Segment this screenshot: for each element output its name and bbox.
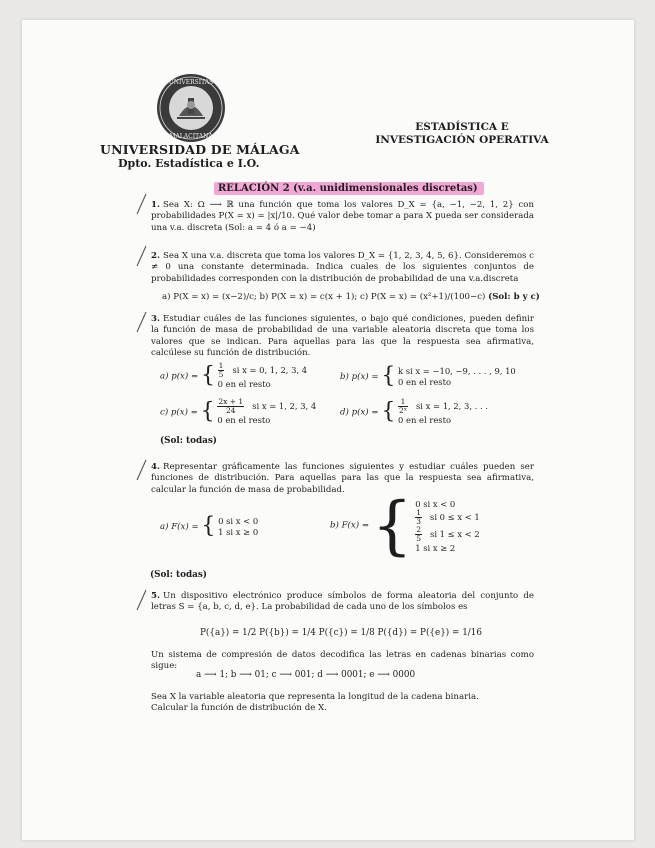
item-label: b) p(x) =: [340, 372, 379, 382]
fraction: [398, 398, 408, 415]
denominator: 2ˣ: [399, 406, 407, 415]
exercise-number: 3.: [151, 314, 160, 324]
item-label: b) F(x) =: [330, 520, 370, 531]
case-row: k si x = −10, −9, . . . , 9, 10: [398, 366, 516, 376]
exercise-text: Representar gráficamente las funciones siguientes y estudiar cuáles pueden ser funciones de distribución. Para aquellas para las que la respuesta sea afirmativa, calcular la función de masa de probabilidad.: [151, 462, 534, 495]
exercise-4: [151, 462, 534, 496]
exercise-3-item-d: [340, 398, 488, 426]
case-row: 0 si x < 0: [218, 516, 259, 526]
piecewise-cases: [218, 362, 307, 390]
left-brace-icon: {: [201, 513, 216, 539]
exercise-text: Sea X: Ω ⟶ ℝ una función que toma los valores D_X = {a, −1, −2, 1, 2} con probabilidades P(X = x) = |x|/10. Qué valor debe tomar a para X pueda ser considerada una v.a. discreta (Sol: a = 4 ó a = −4): [151, 200, 534, 233]
numerator: 1: [218, 361, 224, 370]
exercise-4-item-b: [330, 489, 480, 563]
exercise-3-item-c: [160, 398, 316, 426]
case-row: [398, 398, 488, 415]
piecewise-cases: [398, 398, 488, 426]
department-name: Dpto. Estadística e I.O.: [118, 157, 260, 170]
exercise-5-text-3: [151, 692, 534, 715]
encoding-formula: a ⟶ 1; b ⟶ 01; c ⟶ 001; d ⟶ 0001; e ⟶ 0000: [196, 670, 416, 680]
probability-formula: P({a}) = 1/2 P({b}) = 1/4 P({c}) = 1/8 P({d}) = P({e}) = 1/16: [200, 628, 482, 638]
denominator: 3: [416, 517, 422, 526]
university-seal-logo: [155, 72, 227, 144]
case-row: 0 en el resto: [398, 415, 452, 425]
exercise-number: 2.: [151, 251, 160, 261]
piecewise-cases: [217, 398, 316, 426]
exercise-5-text-2: Un sistema de compresión de datos decodifica las letras en cadenas binarias como sigue:: [151, 650, 534, 672]
denominator: 5: [416, 534, 422, 543]
case-row: [415, 526, 479, 543]
subject-line-1: ESTADÍSTICA E: [415, 121, 509, 133]
subject-title: [372, 121, 552, 147]
exercise-text: Un dispositivo electrónico produce símbolos de forma aleatoria del conjunto de letras S = {a, b, c, d, e}. La probabilidad de cada uno de los símbolos es: [151, 591, 534, 613]
case-row: [217, 398, 316, 415]
case-condition: si x = 1, 2, 3, . . .: [416, 401, 488, 411]
fraction: [218, 362, 225, 379]
left-brace-icon: {: [381, 363, 396, 389]
item-label: c) p(x) =: [160, 407, 198, 418]
exercise-3-item-b: [340, 363, 516, 389]
piecewise-cases: [398, 366, 516, 387]
exercise-5: [151, 591, 534, 614]
item-label: d) p(x) =: [340, 407, 379, 418]
case-condition: si x = 1, 2, 3, 4: [252, 401, 317, 411]
exercise-solution: (Sol: b y c): [488, 292, 540, 302]
exercise-text: Sea X una v.a. discreta que toma los valores D_X = {1, 2, 3, 4, 5, 6}. Consideremos c ≠ 0 una constante determinada. Indica cuales de los siguientes conjuntos de probabilidades corresponden con la distribución de probabilidad de una v.a.discreta: [151, 251, 534, 284]
denominator: 5: [218, 370, 224, 379]
left-brace-icon: {: [371, 489, 413, 563]
numerator: 2: [416, 525, 422, 534]
sheet-title: RELACIÓN 2: [218, 183, 290, 194]
fraction: [415, 509, 422, 526]
left-brace-icon: {: [200, 398, 215, 424]
item-label: a) p(x) =: [160, 371, 199, 382]
case-row: [415, 509, 479, 526]
sheet-subtitle: (v.a. unidimensionales discretas): [293, 183, 478, 194]
exercise-4-item-a: [160, 513, 259, 539]
exercise-number: 5.: [151, 591, 160, 601]
exercise-text-line: Sea X la variable aleatoria que representa la longitud de la cadena binaria.: [151, 692, 479, 702]
case-row: 0 si x < 0: [415, 498, 456, 509]
numerator: 2x + 1: [218, 397, 244, 406]
case-condition: si 0 ≤ x < 1: [430, 512, 480, 522]
exercise-2-options: [162, 292, 540, 303]
left-brace-icon: {: [381, 398, 396, 424]
piecewise-cases: [415, 499, 479, 554]
exercise-text-line: Calcular la función de distribución de X.: [151, 703, 327, 714]
subject-line-2: INVESTIGACIÓN OPERATIVA: [375, 134, 549, 146]
case-row: 0 en el resto: [217, 379, 271, 389]
exercise-3-solution: (Sol: todas): [160, 436, 217, 446]
exercise-2: [151, 251, 534, 285]
numerator: 1: [398, 398, 408, 407]
exercise-text: Estudiar cuáles de las funciones siguientes, o bajo qué condiciones, pueden definir la función de masa de probabilidad de una variable aleatoria discreta que toma los valores que se indican. Para aquellas para las que la respuesta sea afirmativa, calcúlese su función de distribución.: [151, 314, 534, 359]
piecewise-cases: [218, 516, 258, 537]
case-row: 0 en el resto: [398, 376, 452, 387]
exercise-options: a) P(X = x) = (x−2)/c; b) P(X = x) = c(x + 1); c) P(X = x) = (x²+1)/(100−c): [162, 292, 486, 302]
case-row: [218, 362, 307, 379]
exercise-number: 4.: [151, 462, 160, 472]
denominator: 24: [226, 406, 236, 415]
sheet-title-highlight: [214, 182, 484, 195]
exercise-number: 1.: [151, 200, 160, 210]
exercise-3-item-a: [160, 362, 307, 390]
case-condition: si x = 0, 1, 2, 3, 4: [232, 365, 308, 375]
svg-text:MALACITANA: MALACITANA: [169, 133, 213, 140]
exercise-3: [151, 314, 534, 360]
university-name: UNIVERSIDAD DE MÁLAGA: [100, 142, 300, 157]
exercise-1: [151, 200, 534, 234]
case-row: 1 si x ≥ 0: [218, 526, 259, 537]
case-condition: si 1 ≤ x < 2: [430, 529, 480, 539]
left-brace-icon: {: [200, 362, 215, 388]
numerator: 1: [416, 508, 422, 517]
fraction: [415, 526, 422, 543]
svg-text:UNIVERSITAS: UNIVERSITAS: [168, 79, 214, 86]
fraction: [217, 398, 244, 415]
case-row: 0 en el resto: [217, 415, 271, 425]
case-row: 1 si x ≥ 2: [415, 543, 456, 553]
item-label: a) F(x) =: [160, 522, 199, 532]
exercise-4-solution: (Sol: todas): [150, 570, 207, 580]
